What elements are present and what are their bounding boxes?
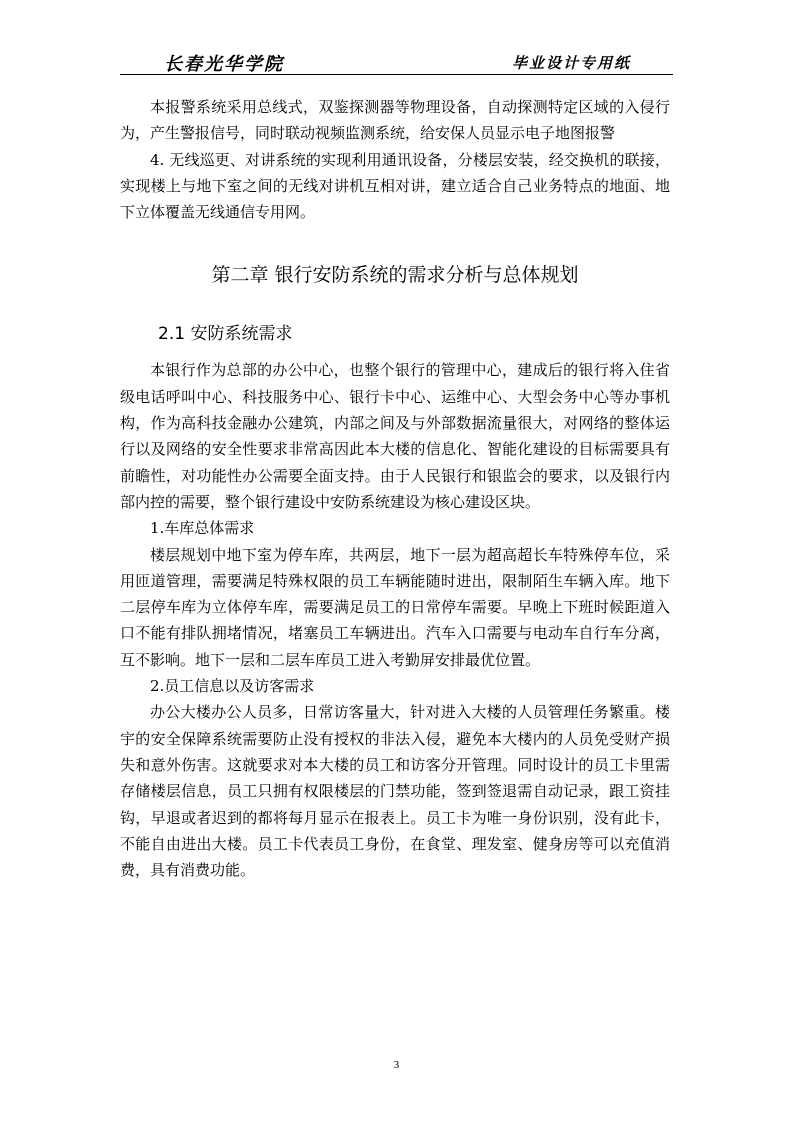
page-number: 3 (393, 1059, 400, 1071)
body-paragraph: 本报警系统采用总线式，双鉴探测器等物理设备，自动探测特定区域的入侵行为，产生警报信号，同时联动视频监测系统，给安保人员显示电子地图报警 (120, 98, 670, 143)
body-paragraph: 4. 无线巡更、对讲系统的实现利用通讯设备，分楼层安装，经交换机的联接，实现楼上与地下室之间的无线对讲机互相对讲，建立适合自己业务特点的地面、地下立体覆盖无线通信专用网。 (120, 150, 670, 222)
body-paragraph: 本银行作为总部的办公中心，也整个银行的管理中心，建成后的银行将入住省级电话呼叫中心、科技服务中心、银行卡中心、运维中心、大型会务中心等办事机构，作为高科技金融办公建筑，内部之间及与外部数据流量很大，对网络的整体运行以及网络的安全性要求非常高因此本大楼的信息化、智能化建设的目标需要具有前瞻性，对功能性办公需要全面支持。由于人民银行和银监会的要求，以及银行内部内控的需要，整个银行建设中安防系统建设为核心建设区块。 (120, 361, 670, 511)
chapter-title: 第二章 银行安防系统的需求分析与总体规划 (211, 264, 579, 287)
school-name: 长春光华学院 (164, 54, 284, 75)
page-header (120, 48, 673, 75)
subsection-heading: 2.员工信息以及访客需求 (150, 677, 315, 696)
page-body (120, 94, 670, 883)
section-title: 2.1 安防系统需求 (158, 324, 293, 345)
body-paragraph: 楼层规划中地下室为停车库，共两层，地下一层为超高超长车特殊停车位，采用匝道管理，需要满足特殊权限的员工车辆能随时进出，限制陌生车辆入库。地下二层停车库为立体停车库，需要满足员工的日常停车需要。早晚上下班时候距道入口不能有排队拥堵情况，堵塞员工车辆进出。汽车入口需要与电动车自行车分离，互不影响。地下一层和二层车库员工进入考勤屏安排最优位置。 (120, 545, 670, 669)
body-paragraph: 办公大楼办公人员多，日常访客量大，针对进入大楼的人员管理任务繁重。楼宇的安全保障系统需要防止没有授权的非法入侵，避免本大楼内的人员免受财产损失和意外伤害。这就要求对本大楼的员工和访客分开管理。同时设计的员工卡里需存储楼层信息，员工只拥有权限楼层的门禁功能，签到签退需自动记录，跟工资挂钩，早退或者迟到的都将每月显示在报表上。员工卡为唯一身份识别，没有此卡，不能自由进出大楼。员工卡代表员工身份，在食堂、理发室、健身房等可以充值消费，具有消费功能。 (120, 703, 670, 880)
subsection-heading: 1.车库总体需求 (150, 519, 255, 538)
paper-type-label: 毕业设计专用纸 (511, 54, 631, 72)
